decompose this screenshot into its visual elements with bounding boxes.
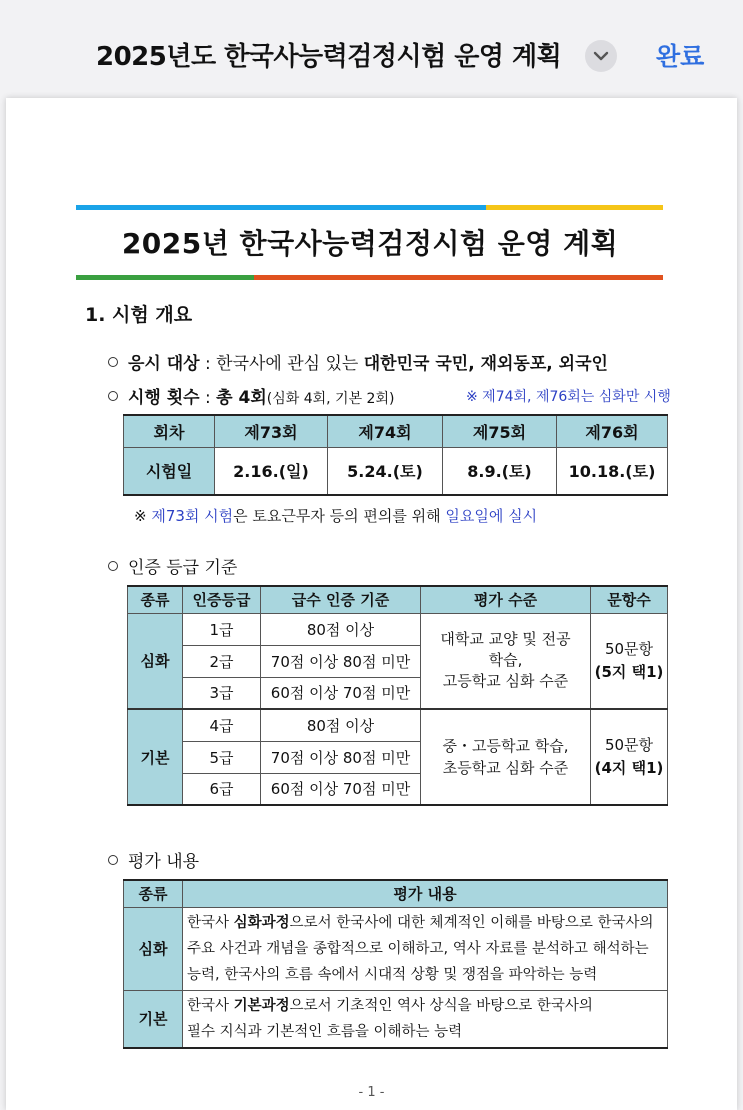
schedule-header: 제73회 (215, 415, 328, 447)
bullet-grade (108, 553, 237, 578)
bullet-eval (108, 847, 199, 872)
eval-header: 종류 (124, 880, 183, 907)
grade-level-cell: 2급 (183, 645, 261, 677)
eval-header: 평가 내용 (183, 880, 668, 907)
eval-pre: 한국사 (187, 997, 234, 1014)
grade-eval-level-basic (421, 709, 591, 805)
questions-choice: (4지 택1) (594, 759, 664, 777)
schedule-date: 8.9.(토) (443, 447, 557, 495)
schedule-table (123, 414, 668, 496)
grade-header: 종류 (128, 586, 183, 613)
schedule-row-label: 시험일 (124, 447, 215, 495)
grade-type-basic: 기본 (128, 709, 183, 805)
level-line: 학습, (488, 651, 523, 670)
eval-content-advanced (183, 907, 668, 990)
grade-header: 평가 수준 (421, 586, 591, 613)
grade-criteria-cell: 70점 이상 80점 미만 (261, 645, 421, 677)
document-title: 2025년 한국사능력검정시험 운영 계획 (121, 227, 619, 260)
title-bar-top-blue (76, 205, 486, 210)
grade-header: 급수 인증 기준 (261, 586, 421, 613)
schedule-note (134, 505, 537, 526)
page-number: - 1 - (358, 1085, 385, 1100)
grade-header: 인증등급 (183, 586, 261, 613)
schedule-note-blue2: 일요일에 실시 (445, 507, 538, 525)
level-line: 초등학교 심화 수준 (442, 759, 569, 777)
target-label: 응시 대상 (128, 354, 200, 374)
title-bar-top-yellow (486, 205, 663, 210)
eval-bold: 기본과정 (233, 997, 290, 1014)
level-line: 대학교 교양 및 전공 (440, 630, 571, 649)
schedule-date: 10.18.(토) (557, 447, 668, 495)
bullet-count (108, 383, 394, 408)
grade-header: 문항수 (591, 586, 668, 613)
grade-heading: 인증 등급 기준 (128, 558, 238, 578)
section-heading: 1. 시험 개요 (85, 304, 193, 326)
eval-line: 으로서 한국사에 대한 체계적인 이해를 바탕으로 한국사의 (289, 914, 654, 931)
circle-bullet-icon (108, 561, 118, 571)
questions-count: 50문항 (604, 639, 654, 658)
schedule-date: 5.24.(토) (328, 447, 443, 495)
eval-bold: 심화과정 (233, 914, 290, 931)
grade-criteria-cell: 60점 이상 70점 미만 (261, 773, 421, 805)
grade-table (127, 585, 668, 806)
count-text: (심화 4회, 기본 2회) (266, 391, 395, 407)
done-button[interactable]: 완료 (656, 42, 705, 71)
questions-choice: (5지 택1) (594, 662, 664, 681)
document-viewer-title: 2025년도 한국사능력검정시험 운영 계획 (96, 42, 562, 72)
grade-questions-basic (591, 709, 668, 805)
eval-content-basic (183, 990, 668, 1048)
target-colon: : (199, 354, 217, 374)
title-bar-bottom-green (76, 275, 254, 280)
grade-eval-level-advanced (421, 613, 591, 709)
target-bold: 대한민국 국민, 재외동포, 외국인 (363, 354, 608, 374)
chevron-down-icon (593, 49, 609, 63)
eval-type-advanced: 심화 (124, 907, 183, 990)
eval-type-basic: 기본 (124, 990, 183, 1048)
grade-type-advanced: 심화 (128, 613, 183, 709)
eval-line: 필수 지식과 기본적인 흐름을 이해하는 능력 (187, 1023, 463, 1040)
grade-criteria-cell: 70점 이상 80점 미만 (261, 741, 421, 773)
circle-bullet-icon (108, 855, 118, 865)
target-text: 한국사에 관심 있는 (216, 354, 364, 374)
circle-bullet-icon (108, 357, 118, 367)
grade-criteria-cell: 80점 이상 (261, 613, 421, 645)
schedule-header: 제74회 (328, 415, 443, 447)
count-colon: : (199, 388, 217, 408)
schedule-header: 제76회 (557, 415, 668, 447)
grade-criteria-cell: 60점 이상 70점 미만 (261, 677, 421, 709)
eval-pre: 한국사 (187, 914, 234, 931)
schedule-note-blue1: 제73회 시험 (151, 507, 234, 525)
grade-criteria-cell: 80점 이상 (261, 709, 421, 741)
level-line: 중・고등학교 학습, (442, 737, 569, 755)
grade-level-cell: 6급 (183, 773, 261, 805)
schedule-note-prefix: ※ (134, 507, 152, 525)
count-bold: 총 4회 (216, 388, 267, 408)
schedule-note-mid: 은 토요근무자 등의 편의를 위해 (233, 507, 446, 525)
schedule-date: 2.16.(일) (215, 447, 328, 495)
circle-bullet-icon (108, 391, 118, 401)
eval-table (123, 879, 668, 1049)
grade-level-cell: 1급 (183, 613, 261, 645)
grade-questions-advanced (591, 613, 668, 709)
schedule-header: 회차 (124, 415, 215, 447)
eval-line: 능력, 한국사의 흐름 속에서 시대적 상황 및 쟁점을 파악하는 능력 (187, 966, 598, 983)
level-line: 고등학교 심화 수준 (442, 672, 569, 691)
schedule-header: 제75회 (443, 415, 557, 447)
eval-line: 주요 사건과 개념을 종합적으로 이해하고, 역사 자료를 분석하고 해석하는 (187, 940, 649, 957)
questions-count: 50문항 (604, 736, 654, 754)
count-label: 시행 횟수 (128, 388, 200, 408)
top-bar (0, 0, 743, 98)
title-dropdown-button[interactable] (585, 40, 617, 72)
bullet-target (108, 349, 608, 374)
eval-line: 으로서 기초적인 역사 상식을 바탕으로 한국사의 (289, 997, 593, 1014)
eval-heading: 평가 내용 (128, 852, 200, 872)
grade-level-cell: 5급 (183, 741, 261, 773)
title-bar-bottom-red (254, 275, 663, 280)
count-note: ※ 제74회, 제76회는 심화만 시행 (466, 389, 671, 405)
grade-level-cell: 3급 (183, 677, 261, 709)
grade-level-cell: 4급 (183, 709, 261, 741)
